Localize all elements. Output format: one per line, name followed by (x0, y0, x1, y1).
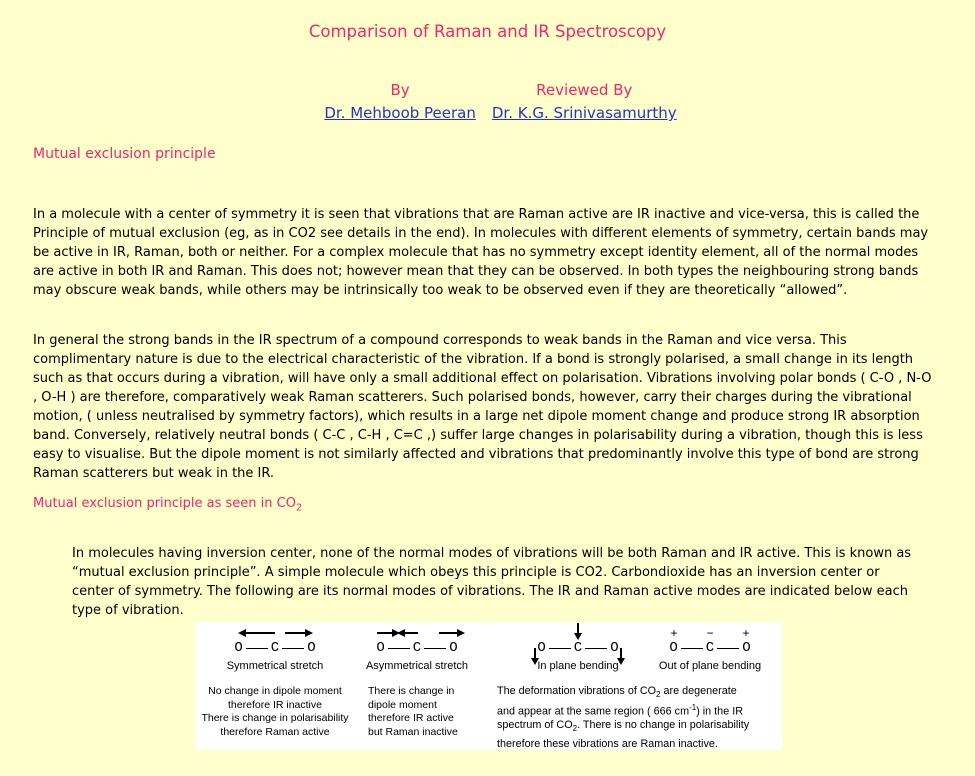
note-line (497, 701, 767, 719)
mode-in-plane-bending (520, 622, 636, 672)
atom-c: C (270, 640, 280, 656)
atom-o: O (537, 640, 546, 656)
bond-line (282, 648, 304, 649)
co2-molecule (347, 640, 487, 656)
note-text: The deformation vibrations of CO (497, 685, 657, 697)
paragraph-co2: In molecules having inversion center, none of the normal modes of vibrations will be both Raman and IR active. This is known as “mutual exclusion principle”. A simple molecule which obeys this principle is CO2. Carbondioxide has an inversion center or center of symmetry. The following are its normal modes of vibrations. The IR and Raman active modes are indicated below each type of vibration. (72, 546, 912, 618)
co2-molecule (520, 640, 636, 656)
note-text: therefore these vibrations are Raman inactive. (497, 737, 718, 750)
arrow-right-icon (439, 632, 458, 634)
plus-sign: + (670, 626, 678, 640)
atom-o: O (234, 640, 243, 656)
atom-o: O (742, 640, 751, 656)
charge-signs-row (652, 626, 768, 640)
arrow-right-icon (377, 632, 393, 634)
byline-reviewer-column (492, 81, 677, 122)
mode-description-line: There is change in polarisability (201, 712, 349, 724)
atom-o: O (376, 640, 385, 656)
superscript: -1 (689, 703, 697, 713)
bond-line (246, 648, 268, 649)
note-text: . There is no change in polarisability (577, 718, 750, 731)
asymmetric-stretch-arrows (347, 626, 487, 640)
atom-o: O (449, 640, 458, 656)
mode-description-line: but Raman inactive (368, 725, 458, 738)
note-line (497, 685, 767, 701)
bond-line (549, 648, 571, 649)
page-title: Comparison of Raman and IR Spectroscopy (308, 22, 667, 41)
co2-vibration-modes-figure (195, 622, 782, 750)
atom-c: C (705, 640, 715, 656)
note-text: ) in the IR (696, 705, 743, 718)
mode-description-line: No change in dipole moment (208, 685, 342, 697)
byline (13, 81, 975, 122)
mode-description-line: therefore Raman active (220, 725, 330, 738)
atom-o: O (669, 640, 678, 656)
mode-description-line: There is change in (368, 685, 455, 697)
mode-description-line: therefore IR inactive (228, 698, 322, 711)
paragraph-mutual-exclusion-1: In a molecule with a center of symmetry it is seen that vibrations that are Raman active are IR inactive and vice-versa, this is called the Principle of mutual exclusion (eg, as in CO2 see details in the end). In molecules with different elements of symmetry, certain bands may be active in IR, Raman, both or neither. For a complex molecule that has no symmetry except identity element, all of the normal modes are active in both IR and Raman. This does not; however mean that they can be observed. In both types the neighbouring strong bands may obscure weak bands, while others may be intrinsically too weak to be observed even if they are theoretically “allowed”. (33, 207, 929, 298)
atom-o: O (610, 640, 619, 656)
mode-label: Symmetrical stretch (226, 660, 324, 672)
bond-line (681, 648, 703, 649)
arrow-left-icon (404, 632, 418, 634)
atom-c: C (412, 640, 422, 656)
mode-symmetrical-stretch (200, 622, 350, 739)
mode-asymmetrical-stretch (347, 622, 487, 739)
mode-label: In plane bending (537, 660, 619, 672)
arrow-down-icon (577, 623, 579, 634)
arrow-down-icon (620, 648, 622, 659)
atom-c: C (573, 640, 583, 656)
note-text: and appear at the same region ( 666 cm (497, 705, 690, 718)
byline-author-column (324, 81, 476, 122)
paragraph-mutual-exclusion-2: In general the strong bands in the IR spectrum of a compound corresponds to weak bands in the Raman and vice versa. This complimentary nature is due to the electrical characteristic of the vibration. If a bond is strongly polarised, a small change in its length such as that occurs during a vibration, will have only a small additional effect on polarisation. Vibrations involving polar bonds ( C-O , N-O , O-H ) are therefore, comparatively weak Raman scatterers. Such polarised bonds, however, carry their charges during the vibrational motion, ( unless neutralised by symmetry factors), which results in a large net dipole moment change and produce strong IR absorption band. Conversely, relatively neutral bonds ( C-C , C-H , C=C ,) suffer large changes in polarisability during a vibration, though this is less easy to visualise. But the dipole moment is not similarly affected and vibrations that predominantly involve this type of bond are strong Raman scatterers but weak in the IR. (33, 333, 932, 481)
mode-description (200, 685, 350, 739)
heading-co2-text: Mutual exclusion principle as seen in CO (33, 496, 296, 511)
mode-description-line: therefore IR active (368, 712, 454, 724)
subscript: 2 (656, 690, 661, 700)
co2-molecule (200, 640, 350, 656)
arrow-left-icon (245, 632, 275, 634)
heading-mutual-exclusion: Mutual exclusion principle (33, 146, 216, 162)
bond-line (585, 648, 607, 649)
mode-out-of-plane-bending (652, 622, 768, 672)
bond-line (388, 648, 410, 649)
mode-label: Out of plane bending (658, 660, 762, 672)
subscript: 2 (572, 723, 578, 733)
heading-co2 (33, 496, 302, 514)
author-link[interactable]: Dr. Mehboob Peeran (324, 104, 476, 122)
atom-o: O (307, 640, 316, 656)
co2-molecule (652, 640, 768, 656)
note-line (497, 738, 767, 751)
heading-co2-subscript: 2 (295, 502, 302, 514)
note-line (497, 719, 767, 735)
bond-line (424, 648, 446, 649)
arrow-right-icon (285, 632, 306, 634)
reviewed-by-label: Reviewed By (536, 81, 633, 99)
bond-line (717, 648, 739, 649)
mode-description (368, 685, 487, 739)
minus-sign: − (706, 626, 714, 640)
note-text: are degenerate (660, 685, 737, 697)
deformation-note (497, 685, 767, 751)
reviewer-link[interactable]: Dr. K.G. Srinivasamurthy (491, 104, 677, 122)
mode-description-line: dipole moment (368, 698, 437, 711)
note-text: spectrum of CO (497, 718, 573, 731)
symmetric-stretch-arrows (200, 626, 350, 640)
plus-sign: + (742, 626, 750, 640)
arrow-down-icon (534, 648, 536, 659)
by-label: By (390, 81, 410, 99)
mode-label: Asymmetrical stretch (365, 660, 469, 672)
